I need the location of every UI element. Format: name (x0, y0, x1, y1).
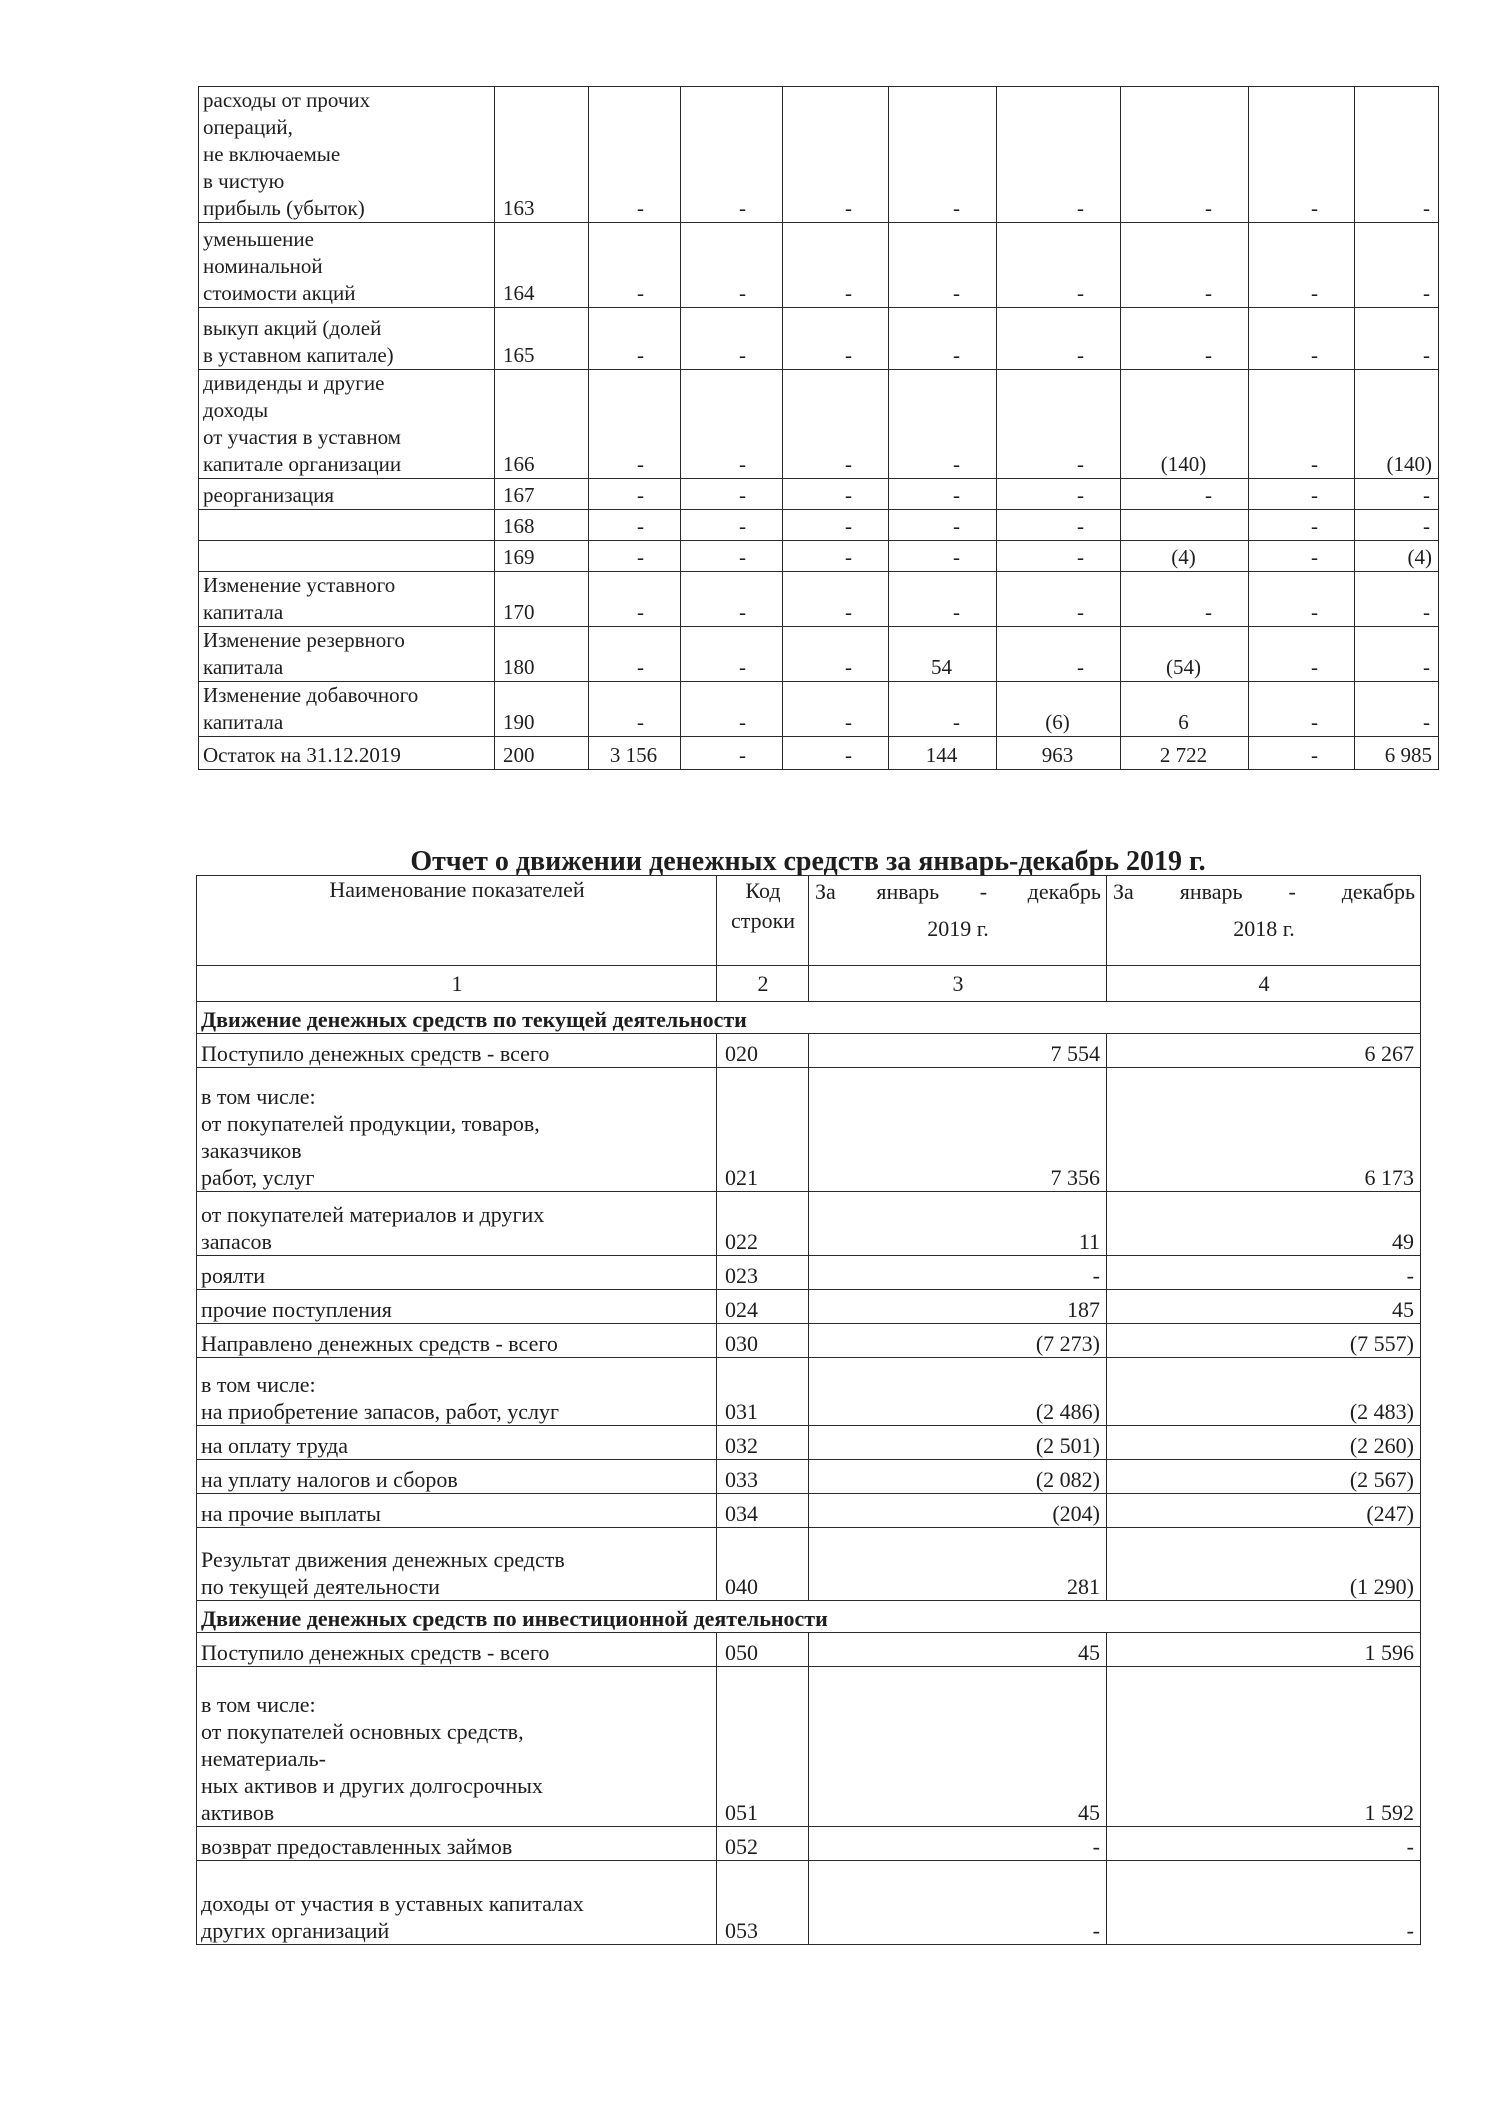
equity-row (199, 572, 1439, 627)
equity-row-code: 170 (495, 572, 589, 627)
equity-value-cell: - (1355, 627, 1439, 682)
section-header-row (197, 1601, 1421, 1633)
equity-value-cell: - (997, 479, 1121, 510)
row-code: 034 (717, 1494, 809, 1528)
equity-value-cell: - (1355, 479, 1439, 510)
row-label: на уплату налогов и сборов (197, 1460, 717, 1494)
header-name-cell: Наименование показателей (197, 876, 717, 966)
equity-value-cell: - (589, 370, 681, 479)
equity-value-cell: - (681, 572, 783, 627)
equity-row (199, 370, 1439, 479)
equity-value-cell: - (1249, 510, 1355, 541)
header-2018-cell (1107, 876, 1421, 966)
row-label: Поступило денежных средств - всего (197, 1633, 717, 1667)
cash-flow-table (196, 875, 1421, 1945)
header-2018-period (1111, 876, 1417, 905)
equity-row-label: реорганизация (199, 479, 495, 510)
equity-row-code: 169 (495, 541, 589, 572)
row-code: 031 (717, 1358, 809, 1426)
equity-value-cell: - (1249, 541, 1355, 572)
value-2018: - (1107, 1861, 1421, 1945)
value-2018: 6 173 (1107, 1068, 1421, 1192)
equity-value-cell: - (1121, 479, 1249, 510)
cash-flow-row (197, 1494, 1421, 1528)
equity-value-cell: (4) (1355, 541, 1439, 572)
row-label: в том числе: от покупателей основных средств, нематериаль- ных активов и других долгосрочных активов (197, 1667, 717, 1827)
equity-value-cell: - (681, 737, 783, 770)
value-2019: 7 356 (809, 1068, 1107, 1192)
equity-row-label: Изменение добавочного капитала (199, 682, 495, 737)
cash-flow-row (197, 1633, 1421, 1667)
equity-value-cell: - (589, 87, 681, 223)
row-label: Результат движения денежных средств по текущей деятельности (197, 1528, 717, 1601)
header-period-word: декабрь (1027, 879, 1101, 904)
equity-row-code: 168 (495, 510, 589, 541)
row-label: возврат предоставленных займов (197, 1827, 717, 1861)
equity-value-cell: - (589, 223, 681, 308)
equity-value-cell: - (783, 682, 889, 737)
equity-value-cell: 144 (889, 737, 997, 770)
equity-value-cell: - (1355, 572, 1439, 627)
equity-value-cell: (140) (1121, 370, 1249, 479)
equity-value-cell: - (997, 370, 1121, 479)
value-2019: (2 082) (809, 1460, 1107, 1494)
cash-flow-row (197, 1528, 1421, 1601)
row-code: 032 (717, 1426, 809, 1460)
equity-value-cell: - (681, 87, 783, 223)
value-2018: 49 (1107, 1192, 1421, 1256)
equity-value-cell: - (889, 223, 997, 308)
cash-flow-title: Отчет о движении денежных средств за январь-декабрь 2019 г. (410, 846, 1206, 877)
equity-value-cell: - (889, 572, 997, 627)
value-2018: 6 267 (1107, 1034, 1421, 1068)
equity-value-cell (1121, 510, 1249, 541)
cash-flow-row (197, 1827, 1421, 1861)
row-code: 024 (717, 1290, 809, 1324)
row-code: 020 (717, 1034, 809, 1068)
row-code: 051 (717, 1667, 809, 1827)
equity-value-cell: - (1249, 682, 1355, 737)
row-label: на прочие выплаты (197, 1494, 717, 1528)
header-2019-period (813, 876, 1103, 905)
value-2018: 1 592 (1107, 1667, 1421, 1827)
row-label: Направлено денежных средств - всего (197, 1324, 717, 1358)
value-2019: 45 (809, 1633, 1107, 1667)
equity-value-cell: (140) (1355, 370, 1439, 479)
value-2019: (7 273) (809, 1324, 1107, 1358)
equity-value-cell: 54 (889, 627, 997, 682)
row-label: в том числе: от покупателей продукции, товаров, заказчиков работ, услуг (197, 1068, 717, 1192)
equity-row-code: 164 (495, 223, 589, 308)
value-2018: (1 290) (1107, 1528, 1421, 1601)
equity-value-cell: - (681, 479, 783, 510)
value-2019: (2 501) (809, 1426, 1107, 1460)
header-period-word: - (979, 879, 988, 904)
value-2019: - (809, 1256, 1107, 1290)
value-2019: 11 (809, 1192, 1107, 1256)
column-number: 1 (197, 966, 717, 1002)
equity-value-cell: - (997, 572, 1121, 627)
equity-value-cell: - (1249, 479, 1355, 510)
equity-value-cell: - (1249, 87, 1355, 223)
equity-row (199, 541, 1439, 572)
equity-value-cell: - (1355, 223, 1439, 308)
cash-flow-row (197, 1256, 1421, 1290)
equity-value-cell: - (783, 87, 889, 223)
row-label: на оплату труда (197, 1426, 717, 1460)
cash-flow-row (197, 1358, 1421, 1426)
section-title: Движение денежных средств по инвестиционной деятельности (197, 1601, 1421, 1633)
value-2018: (7 557) (1107, 1324, 1421, 1358)
equity-value-cell: - (681, 308, 783, 370)
equity-row-label (199, 541, 495, 572)
equity-value-cell: - (681, 223, 783, 308)
equity-value-cell: - (997, 627, 1121, 682)
equity-value-cell: - (589, 627, 681, 682)
cash-flow-row (197, 1290, 1421, 1324)
equity-changes-table (198, 86, 1439, 770)
equity-row-code: 180 (495, 627, 589, 682)
equity-row (199, 223, 1439, 308)
equity-row-label: Изменение резервного капитала (199, 627, 495, 682)
cash-flow-row (197, 1426, 1421, 1460)
equity-value-cell: 963 (997, 737, 1121, 770)
equity-value-cell: - (1355, 510, 1439, 541)
equity-value-cell: - (589, 308, 681, 370)
equity-value-cell: - (681, 627, 783, 682)
equity-table-body (199, 87, 1439, 770)
row-code: 033 (717, 1460, 809, 1494)
equity-value-cell: - (783, 572, 889, 627)
equity-value-cell: - (783, 541, 889, 572)
section-title: Движение денежных средств по текущей деятельности (197, 1002, 1421, 1034)
cash-flow-row (197, 1192, 1421, 1256)
equity-value-cell: - (889, 682, 997, 737)
row-code: 021 (717, 1068, 809, 1192)
value-2019: 7 554 (809, 1034, 1107, 1068)
row-label: роялти (197, 1256, 717, 1290)
value-2018: 45 (1107, 1290, 1421, 1324)
value-2019: 281 (809, 1528, 1107, 1601)
equity-value-cell: - (783, 308, 889, 370)
column-number-row (197, 966, 1421, 1002)
header-period-word: За (815, 879, 836, 904)
equity-value-cell: - (889, 87, 997, 223)
row-code: 022 (717, 1192, 809, 1256)
cash-flow-row (197, 1460, 1421, 1494)
equity-value-cell: - (681, 541, 783, 572)
equity-row-label: Остаток на 31.12.2019 (199, 737, 495, 770)
equity-value-cell: - (1249, 223, 1355, 308)
equity-value-cell: 3 156 (589, 737, 681, 770)
row-code: 040 (717, 1528, 809, 1601)
row-code: 050 (717, 1633, 809, 1667)
equity-value-cell: - (1355, 87, 1439, 223)
equity-value-cell: - (1121, 223, 1249, 308)
equity-row-code: 165 (495, 308, 589, 370)
equity-row-code: 190 (495, 682, 589, 737)
equity-value-cell: - (589, 541, 681, 572)
equity-row (199, 510, 1439, 541)
header-2018-year: 2018 г. (1233, 916, 1295, 941)
equity-value-cell: - (997, 223, 1121, 308)
equity-row-label: дивиденды и другие доходы от участия в уставном капитале организации (199, 370, 495, 479)
header-period-word: январь (876, 879, 940, 904)
header-2019-cell (809, 876, 1107, 966)
column-number: 4 (1107, 966, 1421, 1002)
equity-value-cell: - (783, 370, 889, 479)
value-2018: (2 567) (1107, 1460, 1421, 1494)
row-label: прочие поступления (197, 1290, 717, 1324)
equity-row (199, 308, 1439, 370)
equity-value-cell: 6 (1121, 682, 1249, 737)
header-period-word: январь (1179, 879, 1243, 904)
equity-value-cell: - (681, 370, 783, 479)
equity-row (199, 682, 1439, 737)
equity-row-code: 167 (495, 479, 589, 510)
value-2019: (2 486) (809, 1358, 1107, 1426)
cash-flow-header-row (197, 876, 1421, 966)
equity-value-cell: - (889, 541, 997, 572)
equity-row-label: уменьшение номинальной стоимости акций (199, 223, 495, 308)
equity-value-cell: - (997, 510, 1121, 541)
equity-value-cell: - (997, 87, 1121, 223)
equity-value-cell: - (589, 510, 681, 541)
equity-value-cell: - (1249, 370, 1355, 479)
equity-value-cell: - (589, 572, 681, 627)
equity-row (199, 87, 1439, 223)
equity-row-label: выкуп акций (долей в уставном капитале) (199, 308, 495, 370)
equity-row (199, 479, 1439, 510)
cash-flow-row (197, 1667, 1421, 1827)
value-2019: 187 (809, 1290, 1107, 1324)
value-2018: (2 260) (1107, 1426, 1421, 1460)
equity-row-label (199, 510, 495, 541)
header-2019-year: 2019 г. (927, 916, 989, 941)
equity-row (199, 627, 1439, 682)
equity-value-cell: - (783, 223, 889, 308)
equity-row-code: 166 (495, 370, 589, 479)
row-label: в том числе: на приобретение запасов, работ, услуг (197, 1358, 717, 1426)
row-code: 052 (717, 1827, 809, 1861)
equity-value-cell: - (681, 682, 783, 737)
value-2018: - (1107, 1827, 1421, 1861)
equity-value-cell: - (1249, 308, 1355, 370)
equity-value-cell: - (681, 510, 783, 541)
cash-flow-table-body (197, 876, 1421, 1945)
row-label: доходы от участия в уставных капиталах других организаций (197, 1861, 717, 1945)
row-label: Поступило денежных средств - всего (197, 1034, 717, 1068)
value-2018: 1 596 (1107, 1633, 1421, 1667)
value-2019: - (809, 1827, 1107, 1861)
equity-value-cell: - (889, 510, 997, 541)
column-number: 3 (809, 966, 1107, 1002)
header-code-cell: Код строки (717, 876, 809, 966)
cash-flow-row (197, 1068, 1421, 1192)
equity-row-code: 163 (495, 87, 589, 223)
cash-flow-row (197, 1861, 1421, 1945)
equity-value-cell: - (783, 479, 889, 510)
value-2019: - (809, 1861, 1107, 1945)
equity-row-code: 200 (495, 737, 589, 770)
equity-row-label: Изменение уставного капитала (199, 572, 495, 627)
equity-value-cell: - (1355, 308, 1439, 370)
equity-value-cell: - (1121, 572, 1249, 627)
equity-value-cell: - (589, 682, 681, 737)
equity-value-cell: - (997, 541, 1121, 572)
equity-value-cell: - (1355, 682, 1439, 737)
equity-value-cell: - (1249, 572, 1355, 627)
equity-value-cell: - (783, 627, 889, 682)
equity-value-cell: - (589, 479, 681, 510)
equity-value-cell: - (997, 308, 1121, 370)
equity-value-cell: - (1249, 627, 1355, 682)
value-2018: (2 483) (1107, 1358, 1421, 1426)
row-code: 023 (717, 1256, 809, 1290)
equity-value-cell: (4) (1121, 541, 1249, 572)
equity-value-cell: - (889, 308, 997, 370)
equity-value-cell: (54) (1121, 627, 1249, 682)
value-2019: 45 (809, 1667, 1107, 1827)
value-2018: (247) (1107, 1494, 1421, 1528)
equity-value-cell: 6 985 (1355, 737, 1439, 770)
row-label: от покупателей материалов и других запасов (197, 1192, 717, 1256)
equity-row-label: расходы от прочих операций, не включаемые в чистую прибыль (убыток) (199, 87, 495, 223)
value-2018: - (1107, 1256, 1421, 1290)
equity-row (199, 737, 1439, 770)
row-code: 030 (717, 1324, 809, 1358)
equity-value-cell: - (783, 510, 889, 541)
header-period-word: декабрь (1341, 879, 1415, 904)
column-number: 2 (717, 966, 809, 1002)
cash-flow-row (197, 1034, 1421, 1068)
equity-value-cell: (6) (997, 682, 1121, 737)
equity-value-cell: - (1121, 308, 1249, 370)
equity-value-cell: - (1121, 87, 1249, 223)
row-code: 053 (717, 1861, 809, 1945)
equity-value-cell: - (889, 479, 997, 510)
equity-value-cell: 2 722 (1121, 737, 1249, 770)
equity-value-cell: - (889, 370, 997, 479)
section-header-row (197, 1002, 1421, 1034)
cash-flow-row (197, 1324, 1421, 1358)
header-period-word: За (1113, 879, 1134, 904)
equity-value-cell: - (1249, 737, 1355, 770)
equity-value-cell: - (783, 737, 889, 770)
header-period-word: - (1288, 879, 1296, 904)
value-2019: (204) (809, 1494, 1107, 1528)
